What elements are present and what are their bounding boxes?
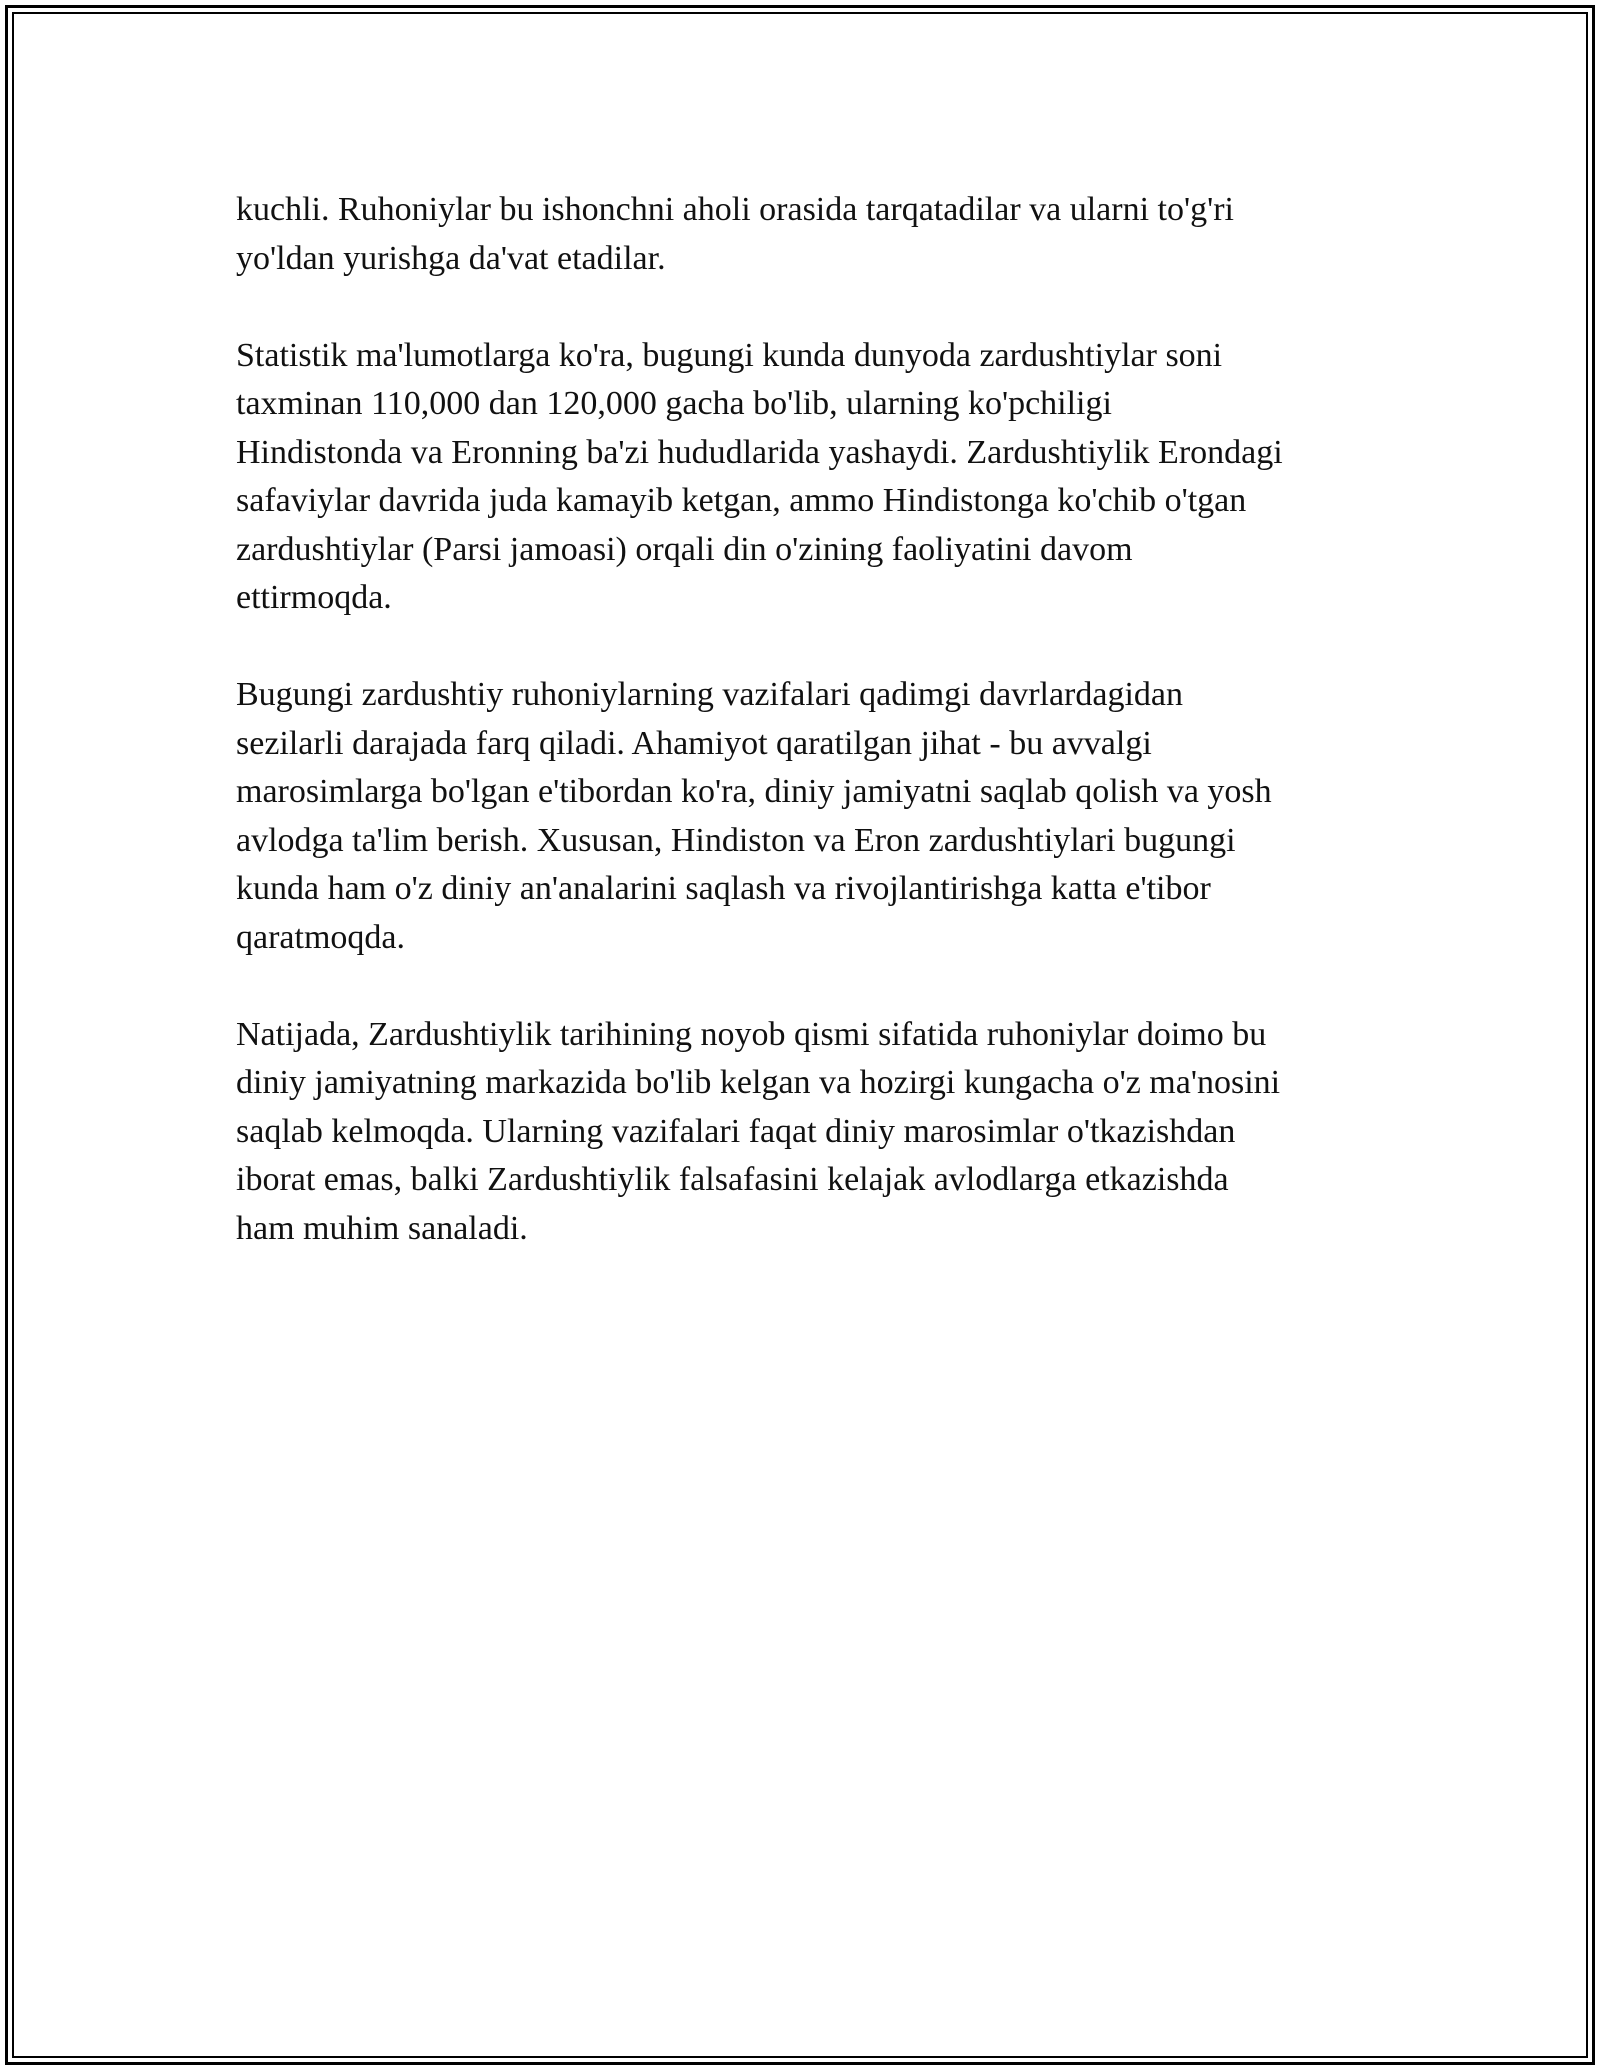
paragraph-line: kunda ham o'z diniy an'analarini saqlash va rivojlantirishga katta e'tibor — [236, 870, 1211, 907]
paragraph-line: Statistik ma'lumotlarga ko'ra, bugungi kunda dunyoda zardushtiylar soni — [236, 336, 1223, 374]
paragraph-3 — [236, 671, 1386, 962]
paragraph-line: avlodga ta'lim berish. Xususan, Hindiston va Eron zardushtiylari bugungi — [236, 821, 1236, 859]
paragraph-line: Hindistonda va Eronning ba'zi hududlarida yashaydi. Zardushtiylik Erondagi — [236, 433, 1283, 471]
paragraph-line: ettirmoqda. — [236, 579, 392, 616]
paragraph-line: zardushtiylar (Parsi jamoasi) orqali din o'zining faoliyatini davom — [236, 530, 1133, 568]
paragraph-line: kuchli. Ruhoniylar bu ishonchni aholi orasida tarqatadilar va ularni to'g'ri — [236, 191, 1235, 228]
paragraph-line: diniy jamiyatning markazida bo'lib kelgan va hozirgi kungacha o'z ma'nosini — [236, 1064, 1281, 1101]
paragraph-line: ham muhim sanaladi. — [236, 1209, 528, 1247]
paragraph-1 — [236, 186, 1386, 283]
paragraph-line: saqlab kelmoqda. Ularning vazifalari faqat diniy marosimlar o'tkazishdan — [236, 1112, 1236, 1150]
paragraph-line: sezilarli darajada farq qiladi. Ahamiyot qaratilgan jihat - bu avvalgi — [236, 724, 1152, 762]
paragraph-4 — [236, 1011, 1386, 1254]
paragraph-line: iborat emas, balki Zardushtiylik falsafasini kelajak avlodlarga etkazishda — [236, 1161, 1229, 1198]
paragraph-line: safaviylar davrida juda kamayib ketgan, ammo Hindistonga ko'chib o'tgan — [236, 482, 1247, 519]
paragraph-line: yo'ldan yurishga da'vat etadilar. — [236, 239, 666, 277]
document-body — [236, 186, 1386, 1302]
paragraph-2 — [236, 332, 1386, 623]
paragraph-line: taxminan 110,000 dan 120,000 gacha bo'lib, ularning ko'pchiligi — [236, 385, 1112, 422]
paragraph-line: Bugungi zardushtiy ruhoniylarning vazifalari qadimgi davrlardagidan — [236, 676, 1184, 713]
paragraph-line: Natijada, Zardushtiylik tarihining noyob qismi sifatida ruhoniylar doimo bu — [236, 1015, 1267, 1053]
paragraph-line: qaratmoqda. — [236, 918, 405, 956]
paragraph-line: marosimlarga bo'lgan e'tibordan ko'ra, diniy jamiyatni saqlab qolish va yosh — [236, 773, 1272, 810]
